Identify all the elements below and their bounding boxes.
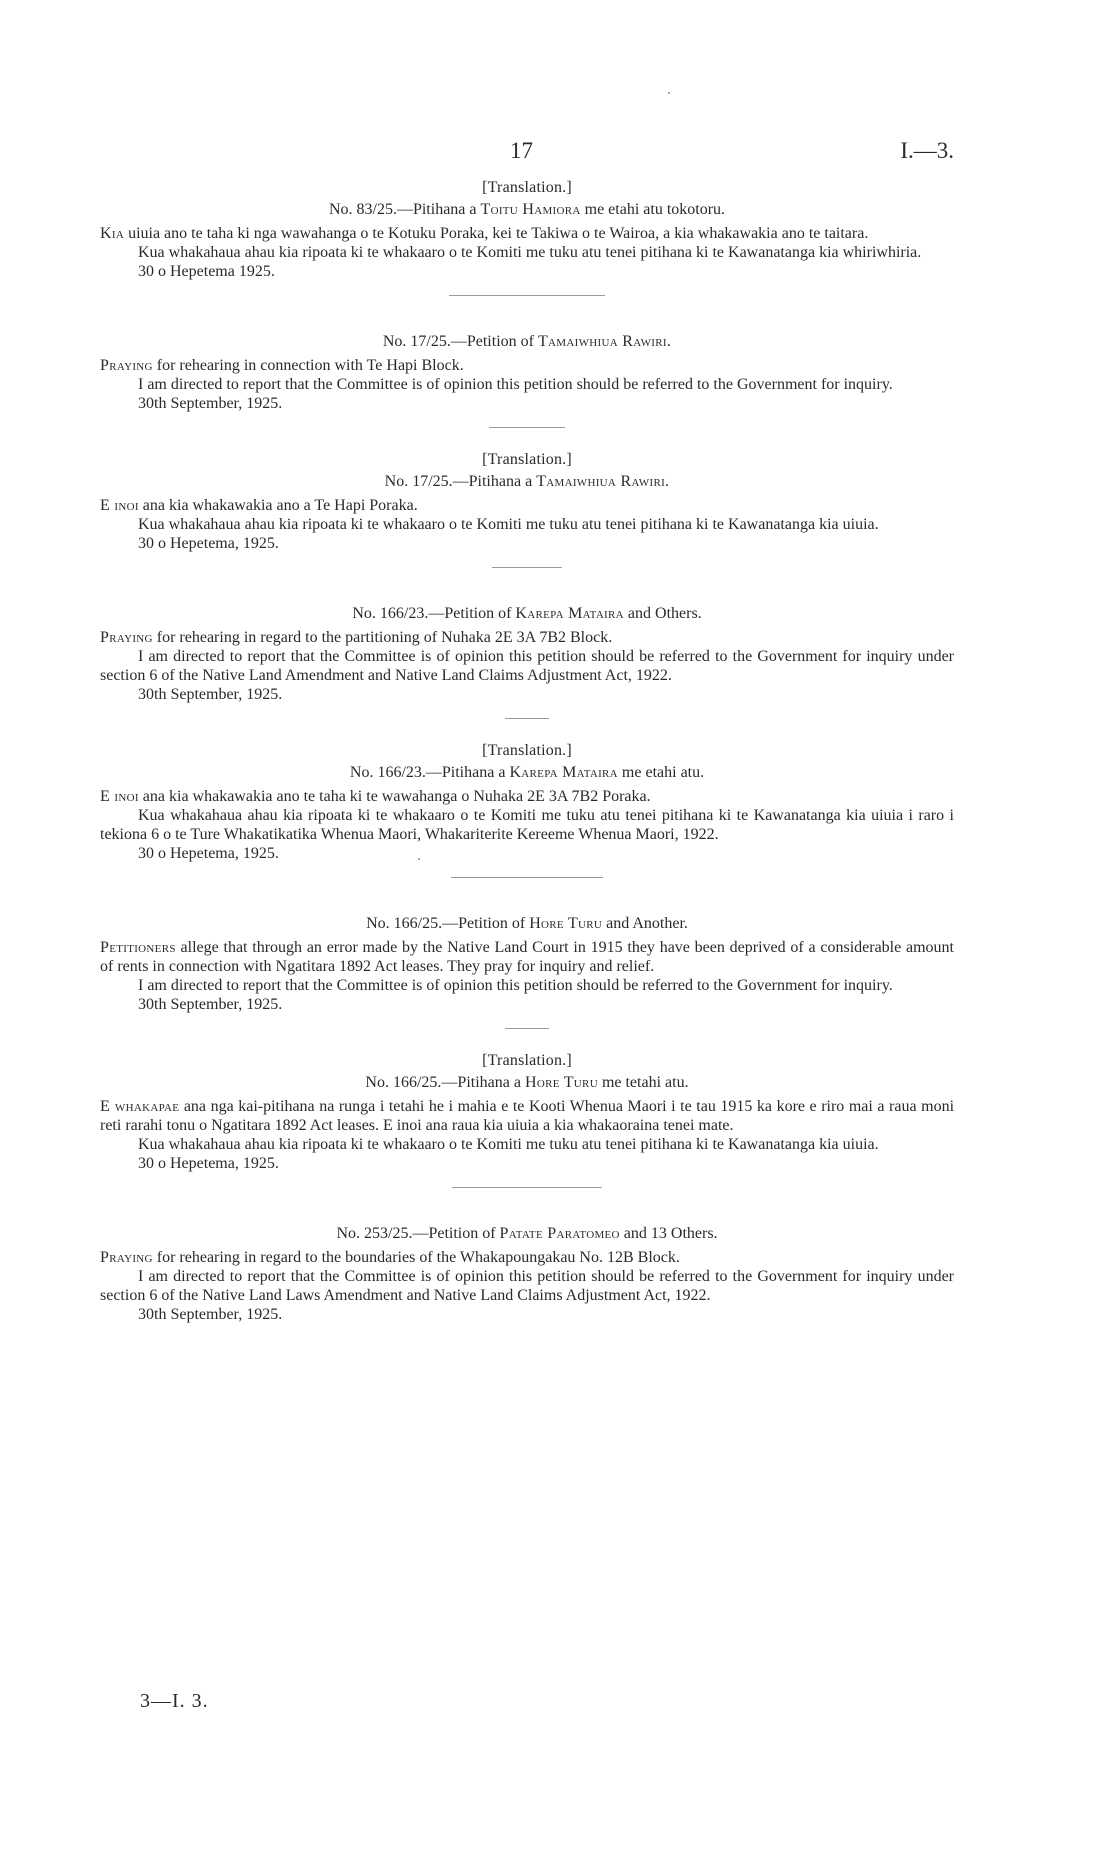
petition-body	[100, 356, 954, 413]
report-date: 30th September, 1925.	[138, 686, 283, 703]
committee-report: Kua whakahaua ahau kia ripoata ki te whakaaro o te Komiti me tuku atu tenei pitihana ki te Kawanatanga kia uiuia.	[138, 1136, 879, 1153]
report-date: 30th September, 1925.	[138, 395, 283, 412]
section-divider	[100, 1187, 954, 1188]
petition-heading: No. 166/23.—Pitihana a Karepa Mataira me etahi atu.	[349, 764, 705, 781]
petition-body	[100, 1248, 954, 1324]
petitioner-name: Hore Turu	[524, 1074, 598, 1091]
section-divider	[100, 295, 954, 296]
petition-heading: No. 166/25.—Petition of Hore Turu and Another.	[366, 915, 688, 932]
petition-body	[100, 628, 954, 704]
petition-body	[100, 496, 954, 553]
committee-report: Kua whakahaua ahau kia ripoata ki te whakaaro o te Komiti me tuku atu tenei pitihana ki te Kawanatanga kia uiuia.	[138, 516, 879, 533]
section-divider	[100, 427, 954, 428]
report-date: 30th September, 1925.	[138, 996, 283, 1013]
report-date: 30 o Hepetema 1925.	[138, 263, 275, 280]
petition-summary: E inoi ana kia whakawakia ano te taha ki te wawahanga o Nuhaka 2E 3A 7B2 Poraka.	[100, 788, 651, 805]
committee-report: Kua whakahaua ahau kia ripoata ki te whakaaro o te Komiti me tuku atu tenei pitihana ki te Kawanatanga kia uiuia i raro i tekiona 6 o te Ture Whakatikatika Whenua Maori, Whakariterite Kereeme Whenua Maori, 1922.	[100, 807, 954, 843]
petition-summary: Praying for rehearing in regard to the boundaries of the Whakapoungakau No. 12B Block.	[100, 1249, 680, 1266]
petition-section	[100, 1051, 954, 1222]
page-number: 17	[510, 138, 533, 163]
page-header	[0, 138, 1114, 168]
petitioner-name: Hore Turu	[529, 915, 603, 932]
series-reference: I.—3.	[900, 138, 954, 163]
petition-summary: E inoi ana kia whakawakia ano a Te Hapi Poraka.	[100, 497, 418, 514]
petitioner-name: Karepa Mataira	[515, 605, 624, 622]
petitioner-name: Tamaiwhiua Rawiri.	[537, 333, 672, 350]
section-divider	[100, 1028, 954, 1029]
committee-report: I am directed to report that the Committee is of opinion this petition should be referred to the Government for inquiry.	[138, 977, 893, 994]
petitioner-name: Tamaiwhiua Rawiri.	[536, 473, 670, 490]
section-divider	[100, 567, 954, 568]
report-date: 30 o Hepetema, 1925.	[138, 1155, 279, 1172]
paper-speck	[668, 92, 670, 94]
committee-report: Kua whakahaua ahau kia ripoata ki te whakaaro o te Komiti me tuku atu tenei pitihana ki te Kawanatanga kia whiriwhiria.	[138, 244, 922, 261]
committee-report: I am directed to report that the Committee is of opinion this petition should be referred to the Government for inquiry.	[138, 376, 893, 393]
petition-heading: No. 166/25.—Pitihana a Hore Turu me tetahi atu.	[365, 1074, 689, 1091]
translation-label: [Translation.]	[482, 179, 572, 196]
report-date: 30 o Hepetema, 1925.	[138, 845, 279, 862]
petition-summary: E whakapae ana nga kai-pitihana na runga i tetahi he i mahia e te Kooti Whenua Maori i te tau 1915 ka kore e riro mai a raua moni reti rarahi tonu o Ngatitara 1892 Act leases. E inoi ana raua kia uiuia a kia whakaoraina tenei mate.	[100, 1098, 955, 1134]
petition-heading: No. 17/25.—Petition of Tamaiwhiua Rawiri.	[382, 333, 672, 350]
section-divider	[100, 718, 954, 719]
translation-label: [Translation.]	[482, 742, 572, 759]
translation-label: [Translation.]	[482, 451, 572, 468]
petitioner-name: Toitu Hamiora	[480, 201, 581, 218]
petition-section	[100, 604, 954, 741]
petition-section	[100, 178, 954, 330]
petition-heading: No. 17/25.—Pitihana a Tamaiwhiua Rawiri.	[384, 473, 670, 490]
signature-mark: 3—I. 3.	[140, 1690, 209, 1712]
report-date: 30 o Hepetema, 1925.	[138, 535, 279, 552]
translation-label: [Translation.]	[482, 1052, 572, 1069]
committee-report: I am directed to report that the Committee is of opinion this petition should be referred to the Government for inquiry under section 6 of the Native Land Laws Amendment and Native Land Claims Adjustment Act, 1922.	[100, 1268, 954, 1304]
petitioner-name: Patate Paratomeo	[499, 1225, 620, 1242]
petition-summary: Kia uiuia ano te taha ki nga wawahanga o te Kotuku Poraka, kei te Takiwa o te Wairoa, a kia whakawakia ano te taitara.	[100, 225, 869, 242]
petition-summary: Petitioners allege that through an error made by the Native Land Court in 1915 they have been deprived of a considerable amount of rents in connection with Ngatitara 1892 Act leases. They pray for inquiry and relief.	[100, 939, 954, 975]
petitioner-name: Karepa Mataira	[509, 764, 618, 781]
paper-speck	[418, 858, 420, 860]
committee-report: I am directed to report that the Committee is of opinion this petition should be referred to the Government for inquiry under section 6 of the Native Land Amendment and Native Land Claims Adjustment Act, 1922.	[100, 648, 954, 684]
petition-section	[100, 1224, 954, 1324]
petition-body	[100, 1097, 954, 1173]
petitions-content	[100, 178, 954, 1324]
petition-section	[100, 332, 954, 450]
petition-section	[100, 741, 954, 912]
petition-summary: Praying for rehearing in regard to the partitioning of Nuhaka 2E 3A 7B2 Block.	[100, 629, 613, 646]
petition-section	[100, 450, 954, 602]
petition-body	[100, 938, 954, 1014]
petition-heading: No. 253/25.—Petition of Patate Paratomeo and 13 Others.	[336, 1225, 718, 1242]
section-divider	[100, 877, 954, 878]
petition-summary: Praying for rehearing in connection with Te Hapi Block.	[100, 357, 464, 374]
petition-body	[100, 787, 954, 863]
petition-heading: No. 166/23.—Petition of Karepa Mataira and Others.	[352, 605, 702, 622]
petition-body	[100, 224, 954, 281]
report-date: 30th September, 1925.	[138, 1306, 283, 1323]
petition-section	[100, 914, 954, 1051]
petition-heading: No. 83/25.—Pitihana a Toitu Hamiora me etahi atu tokotoru.	[328, 201, 726, 218]
